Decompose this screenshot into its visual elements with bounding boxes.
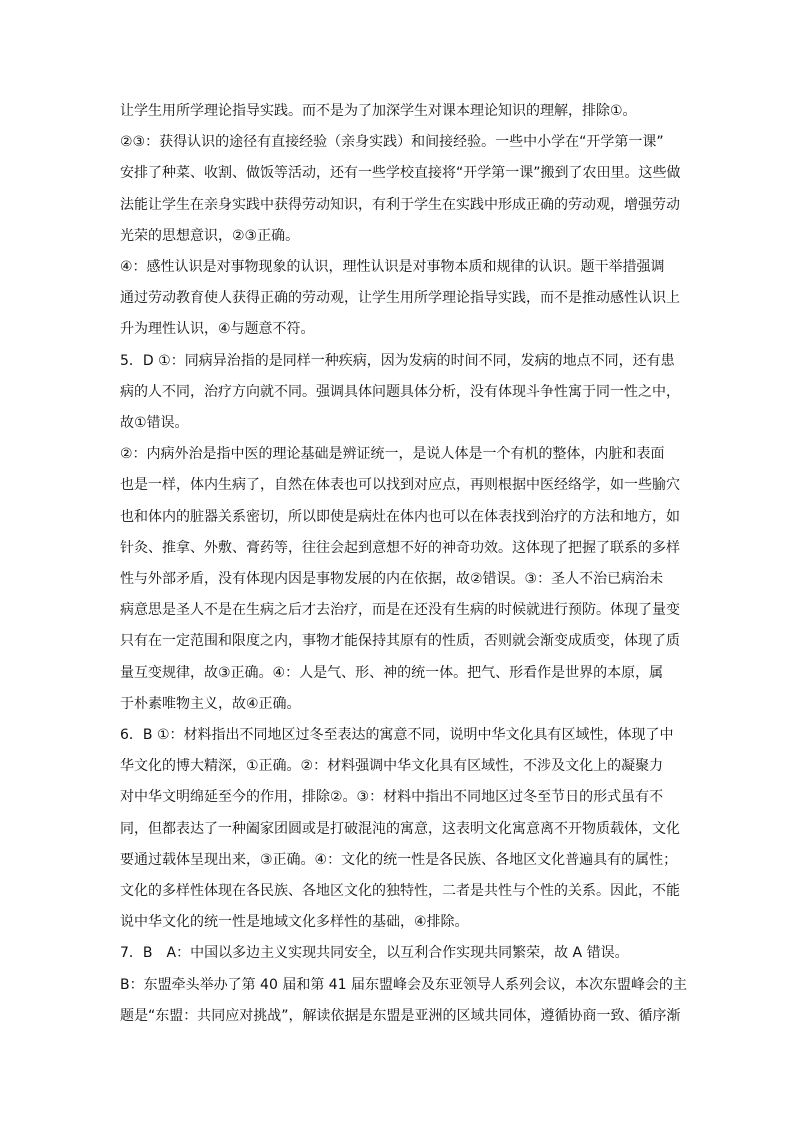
text-line: 针灸、推拿、外敷、膏药等，往往会起到意想不好的神奇功效。这体现了把握了联系的多样	[120, 539, 680, 556]
paragraph	[120, 439, 680, 720]
text-line: 让学生用所学理论指导实践。而不是为了加深学生对课本理论知识的理解，排除①。	[120, 103, 637, 119]
text-line: 法能让学生在亲身实践中获得劳动知识，有利于学生在实践中形成正确的劳动观，增强劳动	[120, 196, 680, 213]
text-line: 通过劳动教育使人获得正确的劳动观，让学生用所学理论指导实践，而不是推动感性认识上	[120, 290, 680, 307]
text-line: ④：感性认识是对事物现象的认识，理性认识是对事物本质和规律的认识。题干举措强调	[120, 259, 665, 276]
document-page	[120, 96, 688, 1032]
paragraph	[120, 252, 680, 346]
text-line: 于朴素唯物主义，故④正确。	[120, 695, 301, 712]
text-line: 也是一样，体内生病了，自然在体表也可以找到对应点，再则根据中医经络学，如一些腧穴	[120, 477, 680, 494]
text-line: 安排了种菜、收割、做饭等活动，还有一些学校直接将“开学第一课”搬到了农田里。这些做	[120, 165, 681, 182]
text-line: 华文化的博大精深，①正确。②：材料强调中华文化具有区域性，不涉及文化上的凝聚力	[120, 758, 664, 775]
paragraph	[120, 96, 680, 127]
text-line: 病意思是圣人不是在生病之后才去治疗，而是在还没有生病的时候就进行预防。体现了量变	[120, 602, 680, 619]
text-line: 说中华文化的统一性是地域文化多样性的基础，④排除。	[120, 914, 469, 931]
text-line: B：东盟牵头举办了第 40 届和第 41 届东盟峰会及东亚领导人系列会议，本次东盟峰会的主	[120, 976, 688, 993]
text-line: ②：内病外治是指中医的理论基础是辨证统一，是说人体是一个有机的整体，内脏和表面	[120, 446, 665, 463]
text-line: 要通过载体呈现出来，③正确。④：文化的统一性是各民族、各地区文化普遍具有的属性；	[120, 851, 678, 868]
text-line: ②③：获得认识的途径有直接经验（亲身实践）和间接经验。一些中小学在“开学第一课”	[120, 134, 664, 151]
text-line: 7．B A：中国以多边主义实现共同安全，以互利合作实现共同繁荣，故 A 错误。	[120, 945, 629, 962]
paragraph	[120, 720, 680, 938]
text-line: 6．B ①：材料指出不同地区过冬至表达的寓意不同，说明中华文化具有区域性，体现了中	[120, 727, 674, 744]
text-line: 对中华文明绵延至今的作用，排除②。③：材料中指出不同地区过冬至节日的形式虽有不	[120, 789, 664, 806]
text-line: 题是“东盟：共同应对挑战”，解读依据是东盟是亚洲的区域共同体，遵循协商一致、循序渐	[120, 1007, 681, 1024]
text-line: 只有在一定范围和限度之内，事物才能保持其原有的性质，否则就会渐变成质变，体现了质	[120, 633, 680, 650]
text-line: 病的人不同，治疗方向就不同。强调具体问题具体分析，没有体现斗争性寓于同一性之中，	[120, 383, 680, 400]
paragraph	[120, 346, 680, 440]
text-line: 5．D ①：同病异治指的是同样一种疾病，因为发病的时间不同，发病的地点不同，还有患	[120, 352, 675, 369]
paragraph	[120, 970, 688, 1032]
paragraph	[120, 127, 680, 252]
text-line: 升为理性认识，④与题意不符。	[120, 321, 315, 338]
text-line: 同，但都表达了一种阖家团圆或是打破混沌的寓意，这表明文化寓意离不开物质载体，文化	[120, 820, 680, 837]
text-line: 文化的多样性体现在各民族、各地区文化的独特性，二者是共性与个性的关系。因此，不能	[120, 883, 680, 900]
text-line: 量互变规律，故③正确。④：人是气、形、神的统一体。把气、形看作是世界的本原，属	[120, 664, 664, 681]
text-line: 光荣的思想意识，②③正确。	[120, 227, 300, 244]
text-line: 性与外部矛盾，没有体现内因是事物发展的内在依据，故②错误。③：圣人不治已病治未	[120, 571, 664, 588]
text-line: 也和体内的脏器关系密切，所以即使是病灶在体内也可以在体表找到治疗的方法和地方，如	[120, 508, 680, 525]
text-line: 故①错误。	[120, 415, 189, 432]
paragraph	[120, 938, 680, 969]
